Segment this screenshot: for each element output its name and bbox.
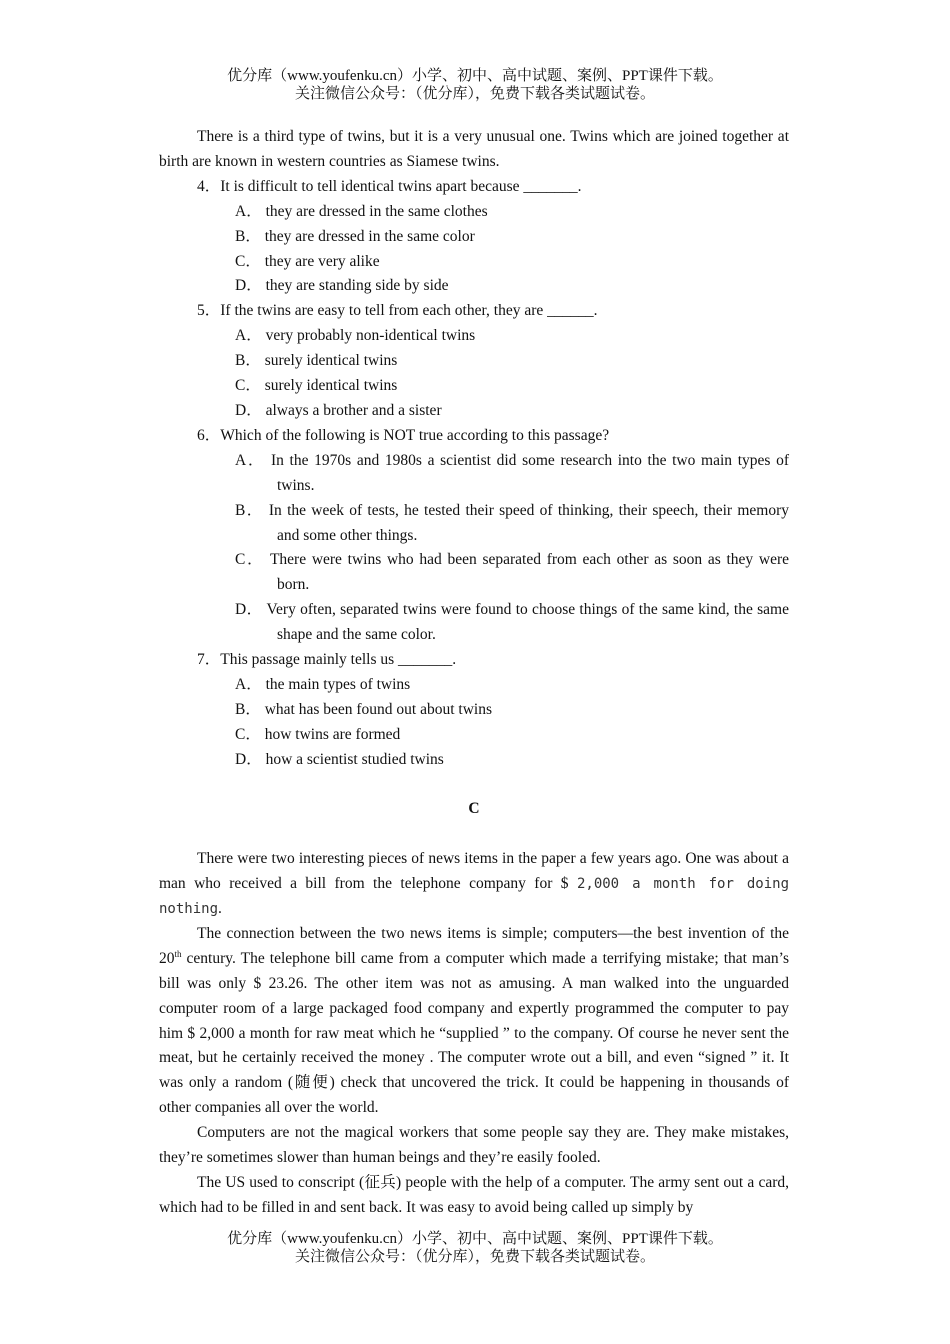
passage-c-paragraph-3: Computers are not the magical workers that some people say they are. They make mistakes, they’re sometimes slower than human beings and they’re easily fooled. (159, 1124, 789, 1167)
section-title: C (468, 800, 480, 818)
question-6 (159, 424, 789, 648)
question-stem: 6．Which of the following is NOT true according to this passage? (197, 426, 610, 444)
document-body (159, 125, 789, 1221)
option-d: D． how a scientist studied twins (235, 750, 444, 768)
paragraph-text: There were two interesting pieces of news items in the paper a few years ago. One was about a man who received a bill from the telephone company for $ (159, 850, 789, 893)
option-d: D． they are standing side by side (235, 277, 449, 295)
option-a: A． very probably non-identical twins (235, 327, 476, 345)
question-7 (159, 648, 789, 773)
passage-c-paragraph-4: The US used to conscript (征兵) people with the help of a computer. The army sent out a card, which had to be filled in and sent back. It was easy to avoid being called up simply by (159, 1174, 789, 1216)
option-d: D． Very often, separated twins were found to choose things of the same kind, the same shape and the same color. (235, 601, 789, 644)
passage-b-ending: There is a third type of twins, but it is a very unusual one. Twins which are joined together at birth are known in western countries as Siamese twins. (159, 128, 789, 170)
question-stem: 5．If the twins are easy to tell from each other, they are ______. (197, 302, 598, 320)
question-4 (159, 175, 789, 300)
option-a: A． they are dressed in the same clothes (235, 202, 488, 220)
passage-c-paragraph-1 (159, 847, 789, 922)
paragraph-text: . (218, 900, 222, 918)
question-stem: 7．This passage mainly tells us _______. (197, 651, 457, 669)
question-stem: 4．It is difficult to tell identical twins apart because _______. (197, 177, 582, 195)
header-line-2: 关注微信公众号：（优分库），免费下载各类试题试卷。 (294, 86, 655, 102)
footer-line-2: 关注微信公众号：（优分库），免费下载各类试题试卷。 (294, 1249, 655, 1265)
option-c: C． surely identical twins (235, 377, 398, 395)
header-line-1: 优分库（www.youfenku.cn）小学、初中、高中试题、案例、PPT课件下载。 (227, 68, 723, 84)
option-c: C． they are very alike (235, 252, 380, 270)
page-header (0, 67, 950, 103)
paragraph-text: The connection between the two news items is simple; computers—the best invention of the 20 (159, 924, 789, 967)
footer-line-1: 优分库（www.youfenku.cn）小学、初中、高中试题、案例、PPT课件下载。 (227, 1231, 723, 1247)
option-b: B． what has been found out about twins (235, 700, 493, 718)
option-b: B． surely identical twins (235, 352, 398, 370)
passage-c-paragraph-2 (159, 922, 789, 1121)
question-5 (159, 299, 789, 424)
option-a: A． In the 1970s and 1980s a scientist did some research into the two main types of twins. (235, 451, 789, 494)
option-b: B． they are dressed in the same color (235, 227, 475, 245)
page-footer (0, 1230, 950, 1266)
paragraph-text: century. The telephone bill came from a computer which made a terrifying mistake; that man’s bill was only $ 23.26. The other item was not as amusing. A man walked into the unguarded computer room of a large packaged food company and expertly programmed the computer to pay him $ 2,000 a month for raw meat which he “supplied ” to the company. Of course he never sent the meat, but he certainly received the money . The computer wrote out a bill, and even “signed ” it. It was only a random (随便) check that uncovered the trick. It could be happening in thousands of other companies all over the world. (159, 949, 789, 1117)
option-b: B． In the week of tests, he tested their speed of thinking, their speech, their memory and some other things. (235, 501, 789, 544)
option-a: A． the main types of twins (235, 675, 411, 693)
option-c: C． There were twins who had been separated from each other as soon as they were born. (235, 551, 789, 594)
superscript-text: th (174, 948, 182, 959)
monospace-text: 2,000 a month for doing nothing (159, 876, 789, 918)
option-d: D． always a brother and a sister (235, 401, 442, 419)
option-c: C． how twins are formed (235, 725, 401, 743)
